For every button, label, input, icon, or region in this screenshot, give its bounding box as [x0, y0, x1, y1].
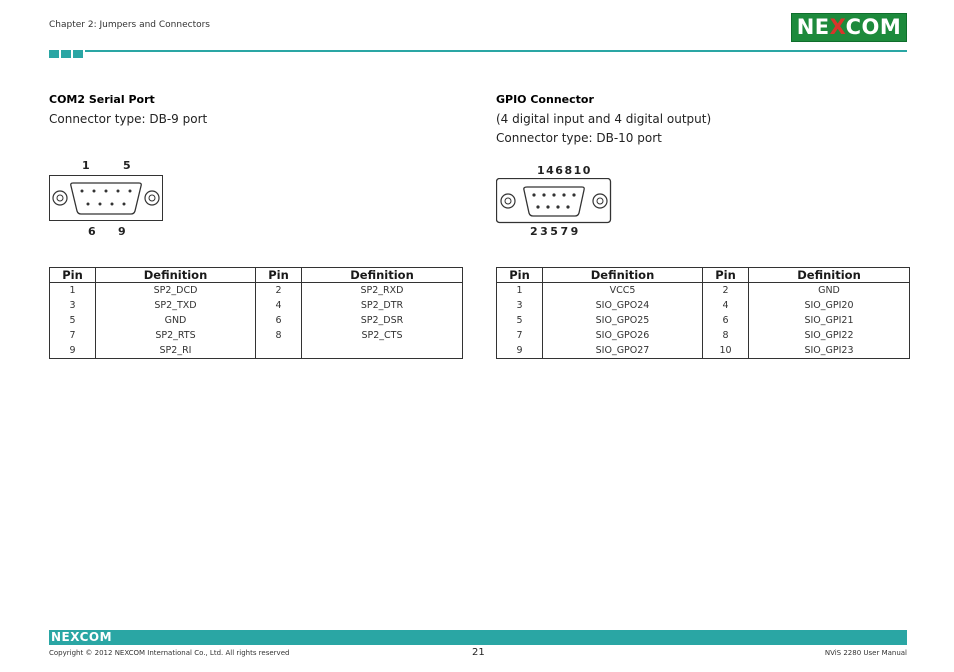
table-cell: 3	[50, 298, 96, 313]
footer-manual-title: NViS 2280 User Manual	[824, 649, 907, 657]
table-cell: 2	[256, 283, 302, 299]
page-number: 21	[472, 647, 485, 658]
table-row	[497, 283, 910, 299]
col-header-pin: Pin	[703, 268, 749, 283]
header-rule	[85, 50, 907, 52]
table-cell: 4	[703, 298, 749, 313]
table-cell: 6	[256, 313, 302, 328]
table-row	[50, 283, 463, 299]
logo-text-x: X	[70, 630, 80, 644]
header-square-1	[49, 50, 59, 58]
table-row	[50, 298, 463, 313]
table-cell: SIO_GPI23	[749, 343, 910, 359]
chapter-title: Chapter 2: Jumpers and Connectors	[49, 20, 210, 30]
gpio-pin-table	[496, 267, 910, 359]
db9-connector-diagram	[49, 175, 164, 222]
table-row	[497, 313, 910, 328]
table-cell: SIO_GPI21	[749, 313, 910, 328]
col-header-definition: Definition	[749, 268, 910, 283]
header-square-3	[73, 50, 83, 58]
table-cell: SIO_GPO25	[543, 313, 703, 328]
com2-label-bottom-6: 6	[88, 225, 97, 238]
table-cell: SP2_RTS	[96, 328, 256, 343]
footer-nexcom-logo	[51, 630, 112, 645]
table-cell: SP2_DCD	[96, 283, 256, 299]
col-header-pin: Pin	[256, 268, 302, 283]
com2-label-top-5: 5	[123, 159, 132, 172]
gpio-label-bottom: 23579	[530, 225, 581, 238]
table-cell: 5	[497, 313, 543, 328]
table-cell: GND	[749, 283, 910, 299]
col-header-definition: Definition	[302, 268, 463, 283]
col-header-definition: Definition	[96, 268, 256, 283]
com2-connector-type: Connector type: DB-9 port	[49, 112, 208, 126]
com2-title: COM2 Serial Port	[49, 93, 155, 106]
table-cell: 1	[497, 283, 543, 299]
table-cell: SIO_GPO27	[543, 343, 703, 359]
nexcom-logo	[791, 13, 907, 42]
table-cell: SP2_DSR	[302, 313, 463, 328]
table-cell: 9	[497, 343, 543, 359]
table-row	[497, 328, 910, 343]
footer-copyright: Copyright © 2012 NEXCOM International Co., Ltd. All rights reserved	[49, 649, 290, 657]
gpio-label-top: 146810	[537, 164, 592, 177]
table-cell: SP2_RI	[96, 343, 256, 359]
com2-label-top-1: 1	[82, 159, 91, 172]
table-cell	[256, 343, 302, 359]
table-cell: 3	[497, 298, 543, 313]
table-cell: 2	[703, 283, 749, 299]
footer-bar	[49, 630, 907, 645]
table-cell: 8	[256, 328, 302, 343]
table-cell: SP2_RXD	[302, 283, 463, 299]
table-cell: SIO_GPI22	[749, 328, 910, 343]
table-row	[50, 328, 463, 343]
logo-text-post: COM	[79, 630, 113, 644]
col-header-pin: Pin	[50, 268, 96, 283]
table-cell: SIO_GPI20	[749, 298, 910, 313]
logo-text-post: COM	[845, 15, 902, 39]
table-row	[50, 313, 463, 328]
gpio-connector-type: Connector type: DB-10 port	[496, 131, 662, 145]
com2-label-bottom-9: 9	[118, 225, 127, 238]
logo-text-pre: NE	[796, 15, 830, 39]
table-cell: 9	[50, 343, 96, 359]
table-cell: GND	[96, 313, 256, 328]
table-cell: SP2_DTR	[302, 298, 463, 313]
table-cell: SIO_GPO26	[543, 328, 703, 343]
col-header-pin: Pin	[497, 268, 543, 283]
table-row	[50, 343, 463, 359]
header-square-2	[61, 50, 71, 58]
table-row	[497, 298, 910, 313]
col-header-definition: Definition	[543, 268, 703, 283]
table-cell: 6	[703, 313, 749, 328]
table-cell: VCC5	[543, 283, 703, 299]
table-cell: 7	[50, 328, 96, 343]
table-cell: 5	[50, 313, 96, 328]
gpio-description: (4 digital input and 4 digital output)	[496, 112, 712, 126]
table-cell: 4	[256, 298, 302, 313]
gpio-title: GPIO Connector	[496, 93, 594, 106]
table-cell: 10	[703, 343, 749, 359]
db10-connector-diagram	[496, 178, 612, 224]
logo-text-x: X	[829, 15, 846, 39]
table-cell: 8	[703, 328, 749, 343]
table-cell: 7	[497, 328, 543, 343]
table-cell	[302, 343, 463, 359]
logo-text-pre: NE	[51, 630, 71, 644]
table-cell: 1	[50, 283, 96, 299]
com2-pin-table	[49, 267, 463, 359]
table-cell: SP2_TXD	[96, 298, 256, 313]
table-row	[497, 343, 910, 359]
table-cell: SP2_CTS	[302, 328, 463, 343]
table-cell: SIO_GPO24	[543, 298, 703, 313]
